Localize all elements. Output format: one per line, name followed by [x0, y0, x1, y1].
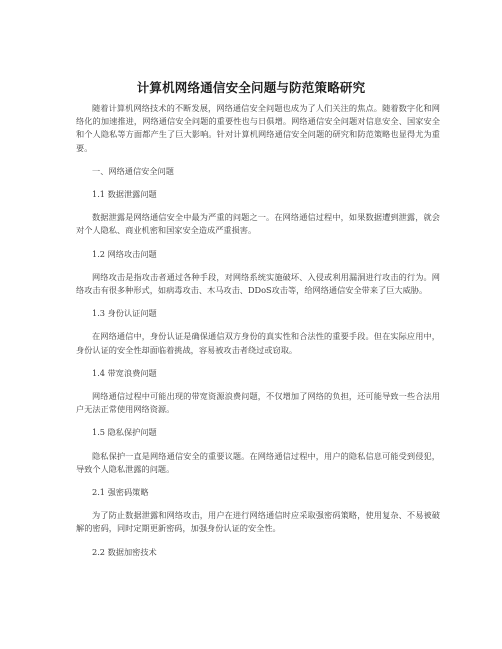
paragraph-1-4: 网络通信过程中可能出现的带宽资源浪费问题，不仅增加了网络的负担，还可能导致一些合法用户无法正常使用网络资源。 [76, 391, 440, 415]
subsection-heading-2-2: 2.2 数据加密技术 [92, 546, 157, 557]
subsection-heading-1-2: 1.2 网络攻击问题 [92, 248, 157, 259]
paragraph-1-1: 数据泄露是网络通信安全中最为严重的问题之一。在网络通信过程中，如果数据遭到泄露，就会对个人隐私、商业机密和国家安全造成严重损害。 [76, 212, 440, 236]
paragraph-1-2: 网络攻击是指攻击者通过各种手段，对网络系统实施破坏、入侵或利用漏洞进行攻击的行为。网络攻击有很多种形式，如病毒攻击、木马攻击、DDoS攻击等，给网络通信安全带来了巨大威胁。 [76, 271, 440, 296]
subsection-heading-2-1: 2.1 强密码策略 [92, 487, 149, 498]
document-title: 计算机网络通信安全问题与防范策略研究 [136, 80, 366, 95]
section-heading-1: 一、网络通信安全问题 [92, 165, 174, 176]
subsection-heading-1-1: 1.1 数据泄露问题 [92, 189, 157, 200]
paragraph-2-1: 为了防止数据泄露和网络攻击，用户在进行网络通信时应采取强密码策略，使用复杂、不易被破解的密码，同时定期更新密码，加强身份认证的安全性。 [76, 510, 440, 534]
subsection-heading-1-3: 1.3 身份认证问题 [92, 308, 157, 319]
paragraph-1-3: 在网络通信中，身份认证是确保通信双方身份的真实性和合法性的重要手段。但在实际应用中，身份认证的安全性却面临着挑战，容易被攻击者绕过或窃取。 [76, 331, 440, 355]
document-body [76, 102, 440, 569]
subsection-heading-1-5: 1.5 隐私保护问题 [92, 427, 157, 438]
paragraph-1-5: 隐私保护一直是网络通信安全的重要议题。在网络通信过程中，用户的隐私信息可能受到侵犯，导致个人隐私泄露的问题。 [76, 450, 440, 474]
intro-paragraph: 随着计算机网络技术的不断发展，网络通信安全问题也成为了人们关注的焦点。随着数字化和网络化的加速推进，网络通信安全问题的重要性也与日俱增。网络通信安全问题对信息安全、国家安全和个人隐私等方面都产生了巨大影响。针对计算机网络通信安全问题的研究和防范策略也显得尤为重要。 [76, 103, 440, 153]
subsection-heading-1-4: 1.4 带宽浪费问题 [92, 367, 157, 378]
